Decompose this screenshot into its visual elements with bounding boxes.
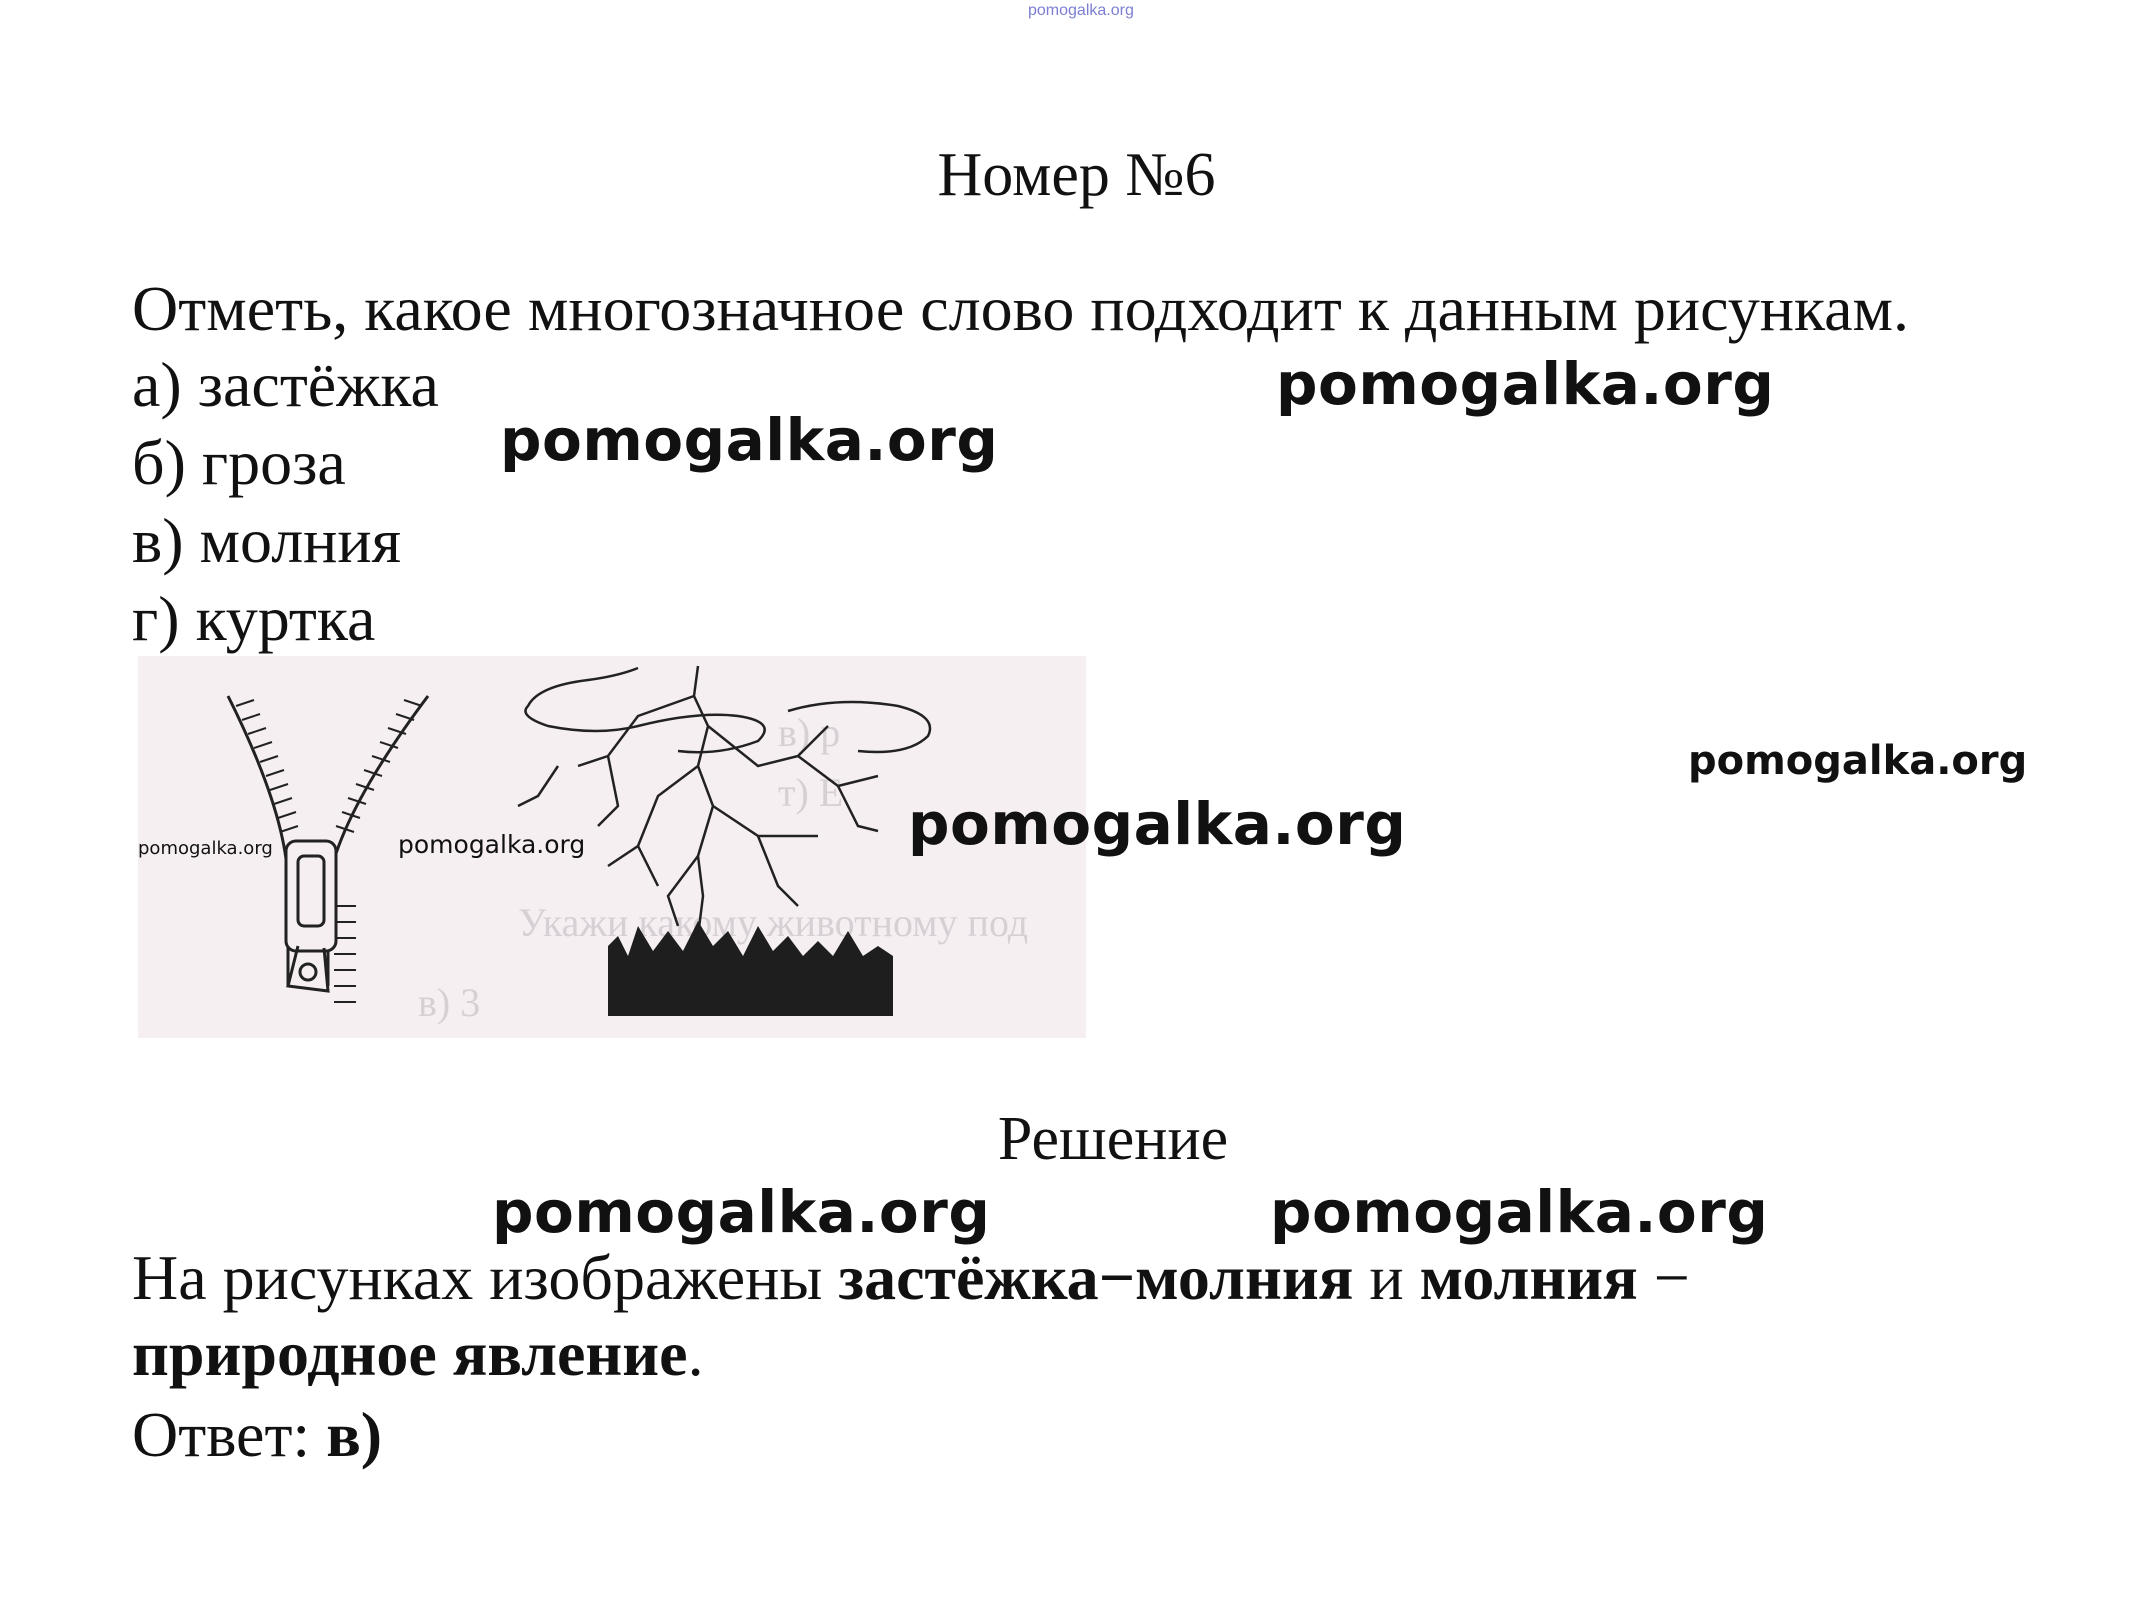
watermark: pomogalka.org bbox=[138, 838, 273, 859]
solution-bold: молния bbox=[1419, 1242, 1638, 1313]
option-b: б) гроза bbox=[132, 427, 346, 498]
solution-part: . bbox=[687, 1318, 704, 1389]
task-text: Отметь, какое многозначное слово подходит к данным рисункам. bbox=[132, 273, 1909, 344]
answer-label: Ответ: bbox=[132, 1399, 327, 1470]
option-a: а) застёжка bbox=[132, 349, 439, 420]
watermark: pomogalka.org bbox=[1688, 738, 2028, 784]
solution-part: и bbox=[1353, 1242, 1420, 1313]
svg-text:в) р: в) р bbox=[778, 710, 841, 755]
page-title: Номер №6 bbox=[937, 141, 1216, 209]
solution-bold: застёжка−молния bbox=[838, 1242, 1354, 1313]
solution-text bbox=[132, 1240, 1932, 1392]
solution-heading: Решение bbox=[997, 1105, 1229, 1173]
answer-value: в) bbox=[326, 1399, 383, 1470]
solution-part: − bbox=[1637, 1242, 1690, 1313]
watermark: pomogalka.org bbox=[1276, 350, 1775, 418]
watermark: pomogalka.org bbox=[398, 830, 586, 859]
svg-text:Укажи какому животному под: Укажи какому животному под bbox=[518, 900, 1029, 945]
watermark: pomogalka.org bbox=[492, 1178, 991, 1246]
lightning-over-forest-icon bbox=[518, 666, 930, 936]
svg-text:т) Е: т) Е bbox=[778, 770, 844, 815]
solution-part: На рисунках изображены bbox=[132, 1242, 839, 1313]
option-v: в) молния bbox=[132, 505, 402, 576]
svg-text:в) 3: в) 3 bbox=[418, 980, 481, 1025]
top-watermark: pomogalka.org bbox=[1028, 2, 1134, 19]
watermark: pomogalka.org bbox=[500, 406, 999, 474]
answer-line bbox=[132, 1398, 382, 1472]
watermark: pomogalka.org bbox=[908, 790, 1407, 858]
solution-bold: природное явление bbox=[132, 1318, 688, 1389]
watermark: pomogalka.org bbox=[1270, 1178, 1769, 1246]
option-g: г) куртка bbox=[132, 583, 376, 654]
